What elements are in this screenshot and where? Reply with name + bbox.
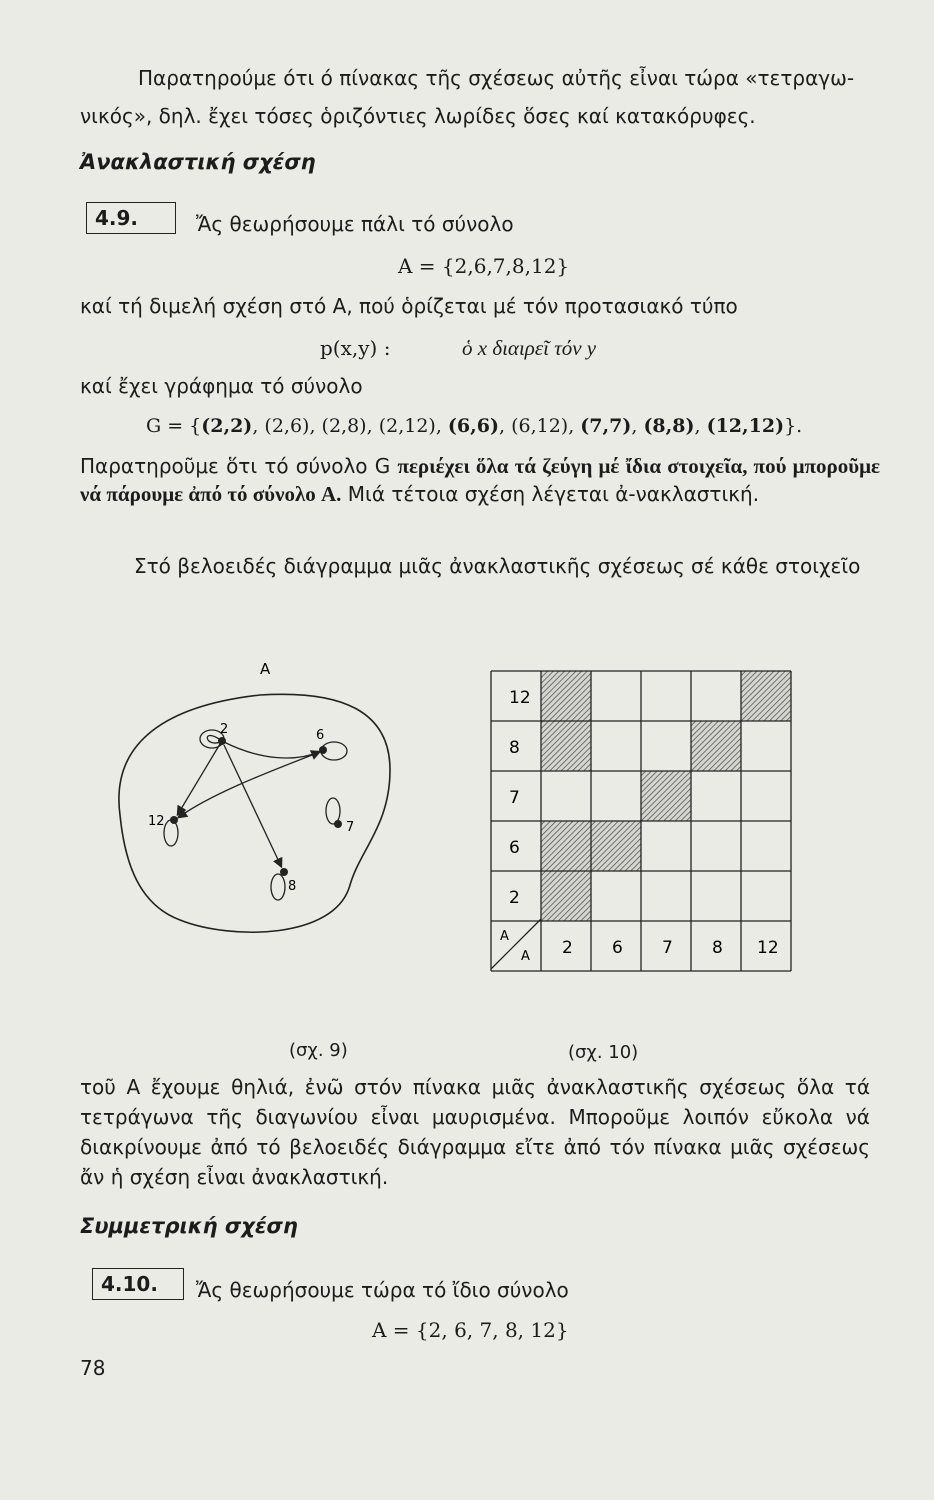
- matrix-cell-shaded: [541, 671, 591, 721]
- matrix-column-label: 12: [757, 938, 779, 958]
- pair-2-2: (2,2): [201, 415, 253, 437]
- node-7-label: 7: [346, 820, 355, 835]
- node-12-label: 12: [148, 814, 165, 829]
- matrix-column-label: 6: [612, 938, 623, 958]
- matrix-column-label: 8: [712, 938, 723, 958]
- page-number: 78: [80, 1356, 106, 1380]
- matrix-cell-shaded: [541, 721, 591, 771]
- node-6-label: 6: [316, 728, 325, 743]
- exercise-4-9-line-1: Ἄς θεωρήσουμε πάλι τό σύνολο: [196, 212, 514, 236]
- pair-2-6: (2,6): [264, 415, 310, 437]
- node-2-label: 2: [220, 722, 229, 737]
- intro-line-2: νικός», δηλ. ἔχει τόσες ὁριζόντιες λωρίδες ὅσες καί κατακόρυφες.: [80, 104, 756, 128]
- corner-label-bottom: A: [521, 949, 530, 964]
- loop-7: [326, 798, 340, 824]
- figure-10-caption: (σχ. 10): [568, 1042, 639, 1063]
- matrix-row-label: 2: [509, 888, 520, 908]
- matrix-cell-shaded: [541, 871, 591, 921]
- loop-8: [271, 874, 285, 900]
- graph-set-g: G = {(2,2), (2,6), (2,8), (2,12), (6,6), (6,12), (7,7), (8,8), (12,12)}.: [146, 415, 803, 437]
- set-a-formula: A = {2,6,7,8,12}: [398, 254, 570, 278]
- set-a-formula-4-10: A = {2, 6, 7, 8, 12}: [372, 1318, 569, 1342]
- matrix-row-label: 8: [509, 738, 520, 758]
- matrix-column-label: 2: [562, 938, 573, 958]
- exercise-number-box: [86, 202, 176, 234]
- exercise-4-9-line-2: καί τή διμελή σχέση στό A, πού ὁρίζεται μέ τόν προτασιακό τύπο: [80, 294, 738, 318]
- paragraph-reflexive-definition: [80, 452, 880, 508]
- matrix-row-label: 6: [509, 838, 520, 858]
- figure-9-caption: (σχ. 9): [289, 1040, 348, 1061]
- pair-2-8: (2,8): [321, 415, 367, 437]
- pair-12-12: (12,12): [706, 415, 785, 437]
- matrix-cell-shaded: [741, 671, 791, 721]
- exercise-number-4-10: 4.10.: [101, 1272, 158, 1296]
- paragraph-4: τοῦ A ἔχουμε θηλιά, ἐνῶ στόν πίνακα μιᾶς ἀνακλαστικῆς σχέσεως ὅλα τά τετράγωνα τῆς διαγωνίου εἶναι μαυρισμένα. Μποροῦμε λοιπόν εὔκολα νά διακρίνουμε ἀπό τό βελοειδές διάγραμμα εἴτε ἀπό τόν πίνακα μιᾶς σχέσεως ἄν ἡ σχέση εἶναι ἀνακλαστική.: [80, 1075, 870, 1189]
- section-heading-symmetric: Συμμετρική σχέση: [80, 1214, 298, 1238]
- matrix-row-label: 7: [509, 788, 520, 808]
- paragraph-2-part-a: Παρατηροῦμε ὅτι τό σύνολο G: [80, 454, 398, 478]
- node-6: [319, 746, 327, 754]
- figure-10-relation-matrix: [488, 668, 798, 974]
- predicate-right: ὁ x διαιρεῖ τόν y: [462, 336, 597, 360]
- pair-7-7: (7,7): [580, 415, 632, 437]
- intro-line-1: Παρατηρούμε ότι ό πίνακας τῆς σχέσεως αὐτῆς εἶναι τώρα «τετραγω-: [138, 66, 855, 90]
- matrix-row-label: 12: [509, 688, 531, 708]
- loop-12: [164, 820, 178, 846]
- pair-6-6: (6,6): [447, 415, 499, 437]
- section-heading-reflexive: Ἀνακλαστική σχέση: [80, 150, 316, 174]
- matrix-cell-shaded: [541, 821, 591, 871]
- matrix-cell-shaded: [641, 771, 691, 821]
- arrow-2-to-6: [224, 742, 319, 758]
- arrow-2-to-12: [178, 744, 220, 814]
- predicate-left: p(x,y) :: [320, 336, 391, 360]
- corner-label-top: A: [500, 929, 509, 944]
- set-label: A: [260, 660, 271, 678]
- matrix-column-label: 7: [662, 938, 673, 958]
- figure-9-arrow-diagram: [100, 650, 430, 950]
- pair-8-8: (8,8): [643, 415, 695, 437]
- paragraph-3: Στό βελοειδές διάγραμμα μιᾶς ἀνακλαστικῆς σχέσεως σέ κάθε στοιχεῖο: [134, 554, 861, 578]
- exercise-number-box-4-10: [92, 1268, 184, 1300]
- corner-diagonal: [491, 919, 541, 969]
- arrow-6-to-12: [179, 752, 320, 817]
- graph-suffix: }.: [784, 415, 803, 437]
- pair-6-12: (6,12): [511, 415, 569, 437]
- exercise-4-10-line-1: Ἄς θεωρήσουμε τώρα τό ἴδιο σύνολο: [196, 1278, 569, 1302]
- pair-2-12: (2,12): [378, 415, 436, 437]
- paragraph-2-part-c: Μιά τέτοια σχέση λέγεται ἀ-νακλαστική.: [341, 482, 760, 506]
- matrix-cell-shaded: [691, 721, 741, 771]
- paragraph-2-emphasis: περιέχει ὅλα τά ζεύγη μέ ἴδια στοιχεῖα, πού μποροῦμε νά πάρουμε ἀπό τό σύνολο A.: [80, 454, 880, 506]
- exercise-4-9-line-3: καί ἔχει γράφημα τό σύνολο: [80, 374, 363, 398]
- arrow-2-to-8: [224, 745, 281, 866]
- graph-prefix: G = {: [146, 415, 202, 437]
- matrix-cell-shaded: [591, 821, 641, 871]
- node-8-label: 8: [288, 879, 297, 894]
- exercise-number: 4.9.: [95, 206, 139, 230]
